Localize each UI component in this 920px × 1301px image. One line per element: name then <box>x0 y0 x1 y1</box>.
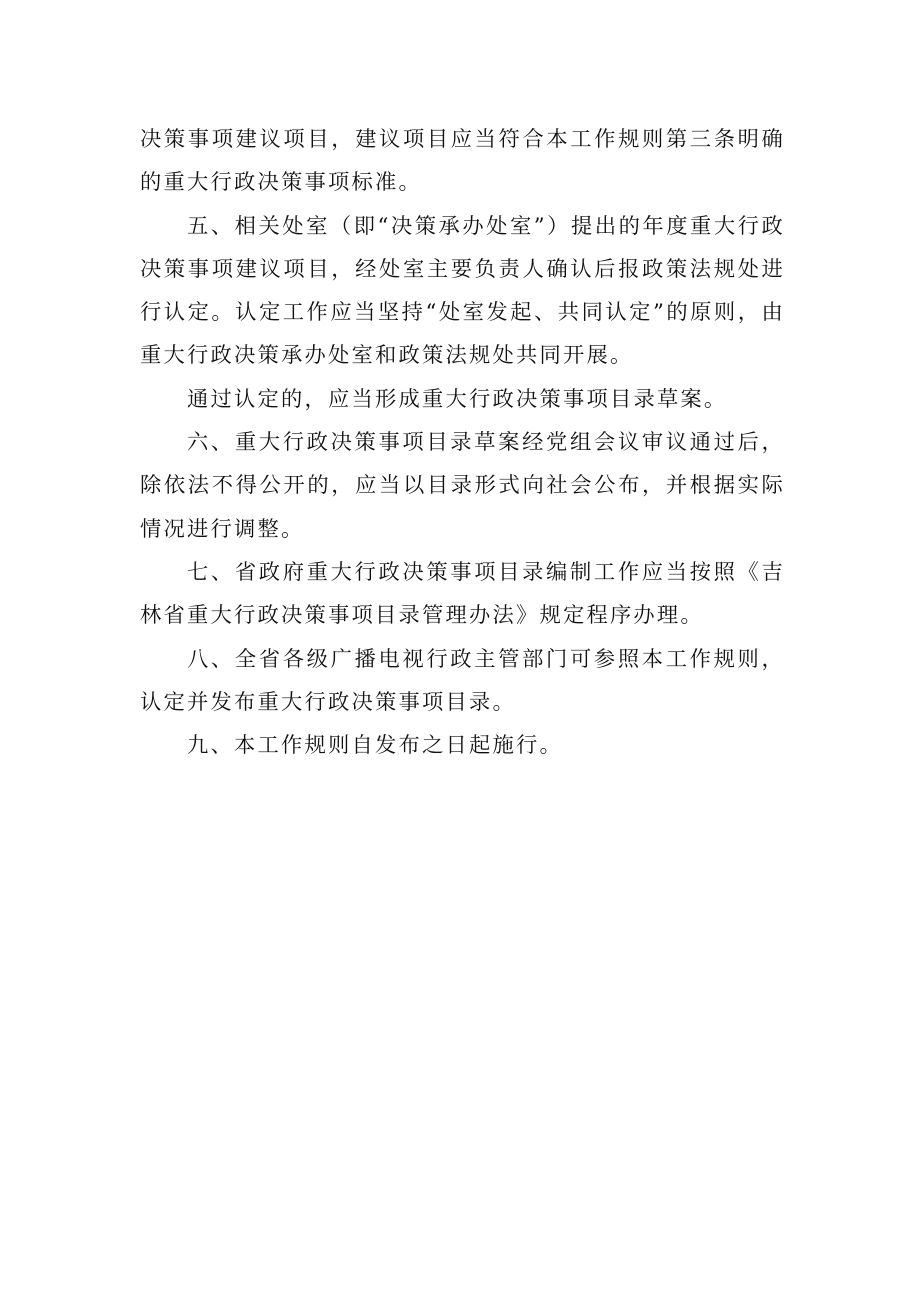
paragraph-item-7: 七、省政府重大行政决策事项目录编制工作应当按照《吉林省重大行政决策事项目录管理办法》规定程序办理。 <box>140 559 785 629</box>
paragraph-item-5: 五、相关处室（即“决策承办处室”）提出的年度重大行政决策事项建议项目，经处室主要负责人确认后报政策法规处进行认定。认定工作应当坚持“处室发起、共同认定”的原则，由重大行政决策承办处室和政策法规处共同开展。 <box>140 213 785 369</box>
paragraph-item-5-note: 通过认定的，应当形成重大行政决策事项目录草案。 <box>187 386 728 412</box>
paragraph-continuation: 决策事项建议项目，建议项目应当符合本工作规则第三条明确的重大行政决策事项标准。 <box>140 127 785 196</box>
paragraph-item-6: 六、重大行政决策事项目录草案经党组会议审议通过后，除依法不得公开的，应当以目录形式向社会公布，并根据实际情况进行调整。 <box>140 430 785 542</box>
document-body <box>140 118 785 767</box>
paragraph-item-9: 九、本工作规则自发布之日起施行。 <box>187 733 563 759</box>
paragraph-item-8: 八、全省各级广播电视行政主管部门可参照本工作规则，认定并发布重大行政决策事项目录。 <box>140 646 785 715</box>
